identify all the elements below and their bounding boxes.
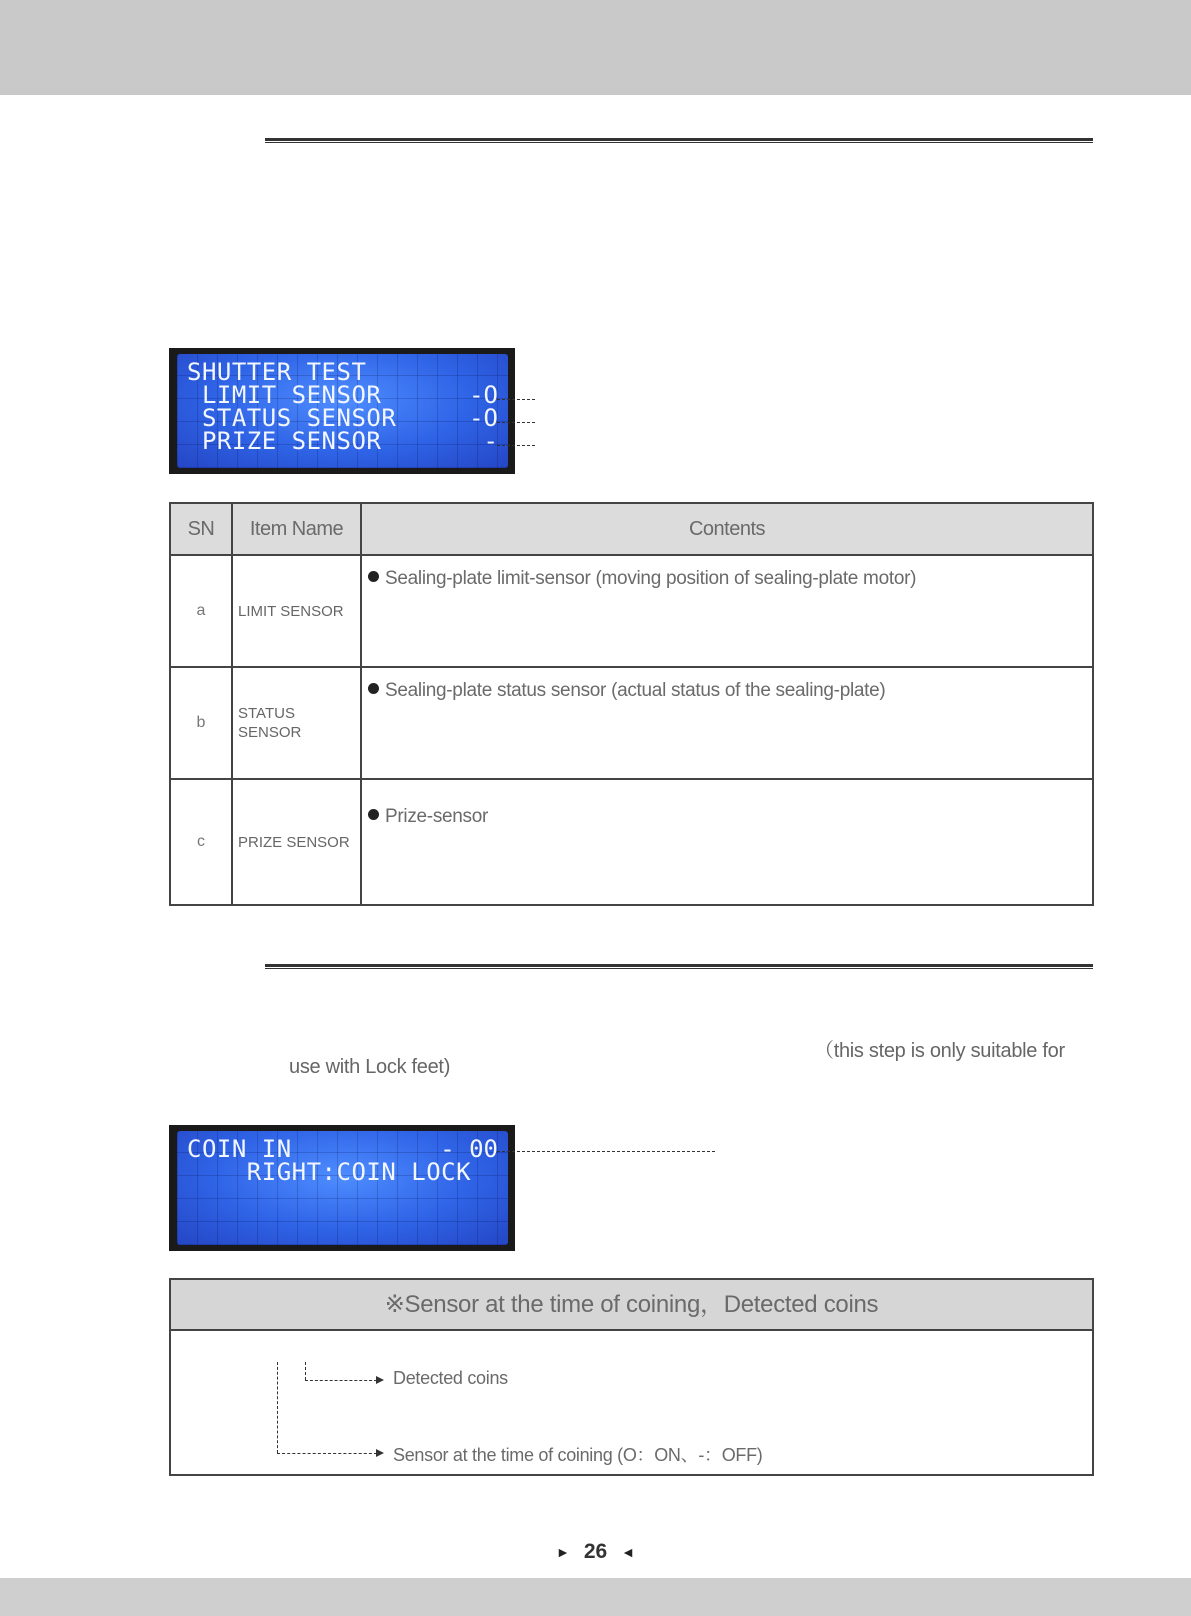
coin-legend-title: ※Sensor at the time of coining，Detected coins [171, 1280, 1092, 1331]
page-number-text: 26 [583, 1540, 608, 1563]
note-line-1: （this step is only suitable for [814, 1040, 1065, 1062]
lcd-value-coin-in: - 00 [440, 1135, 498, 1163]
table-row [170, 667, 1093, 779]
lcd-line-title: SHUTTER TEST [187, 358, 367, 386]
row-contents [361, 667, 1093, 779]
leader-line-coin [497, 1151, 715, 1152]
lcd-line-prize: PRIZE SENSOR [187, 427, 382, 455]
bullet-icon [368, 809, 379, 820]
legend-detected-coins: Detected coins [393, 1368, 508, 1388]
row-sn: c [170, 779, 232, 905]
sensor-table [169, 502, 1094, 906]
lcd-line-limit: LIMIT SENSOR [187, 381, 382, 409]
left-triangle-icon: ◄ [621, 1544, 636, 1561]
bullet-icon [368, 683, 379, 694]
lcd-line-right-coin-lock: RIGHT:COIN LOCK [187, 1158, 472, 1186]
arrowhead-icon [376, 1449, 384, 1457]
legend-arrow-coins [305, 1380, 377, 1381]
right-triangle-icon: ► [555, 1544, 570, 1561]
page-number [0, 1540, 1191, 1564]
row-item-name: LIMIT SENSOR [232, 555, 361, 667]
coin-in-lcd [169, 1125, 515, 1251]
leader-line-c [497, 445, 535, 446]
arrowhead-icon [376, 1376, 384, 1384]
section-rule-1 [265, 138, 1093, 143]
shutter-test-lcd [169, 348, 515, 474]
header-item-name: Item Name [232, 503, 361, 555]
table-header-row [170, 503, 1093, 555]
legend-arrow-sensor [277, 1453, 377, 1454]
table-row [170, 555, 1093, 667]
section-rule-2 [265, 964, 1093, 969]
note-line-2: use with Lock feet) [289, 1056, 451, 1078]
row-contents-text: Sealing-plate status sensor (actual status of the sealing-plate) [385, 680, 886, 701]
bullet-icon [368, 571, 379, 582]
leader-line-a [497, 399, 535, 400]
lcd-value-limit: -O [469, 381, 498, 409]
table-row [170, 779, 1093, 905]
row-sn: b [170, 667, 232, 779]
lcd-value-status: -O [469, 404, 498, 432]
bottom-band [0, 1578, 1191, 1616]
lcd-value-prize: - [483, 427, 498, 455]
row-sn: a [170, 555, 232, 667]
header-sn: SN [170, 503, 232, 555]
leader-line-b [497, 422, 535, 423]
lcd-screen [177, 1131, 508, 1245]
row-contents-text: Prize-sensor [385, 806, 489, 827]
row-contents-text: Sealing-plate limit-sensor (moving position of sealing-plate motor) [385, 568, 917, 589]
row-contents [361, 779, 1093, 905]
lcd-line-status: STATUS SENSOR [187, 404, 397, 432]
legend-vline-sensor [277, 1362, 278, 1453]
lcd-line-coin-in: COIN IN [187, 1135, 292, 1163]
lcd-screen [177, 354, 508, 468]
top-band [0, 0, 1191, 95]
coin-legend-box [169, 1278, 1094, 1476]
row-contents [361, 555, 1093, 667]
legend-vline-coins [305, 1362, 306, 1380]
row-item-name: PRIZE SENSOR [232, 779, 361, 905]
row-item-name: STATUS SENSOR [232, 667, 361, 779]
header-contents: Contents [361, 503, 1093, 555]
legend-sensor-coining: Sensor at the time of coining (O：ON、-：OFF) [393, 1445, 763, 1465]
